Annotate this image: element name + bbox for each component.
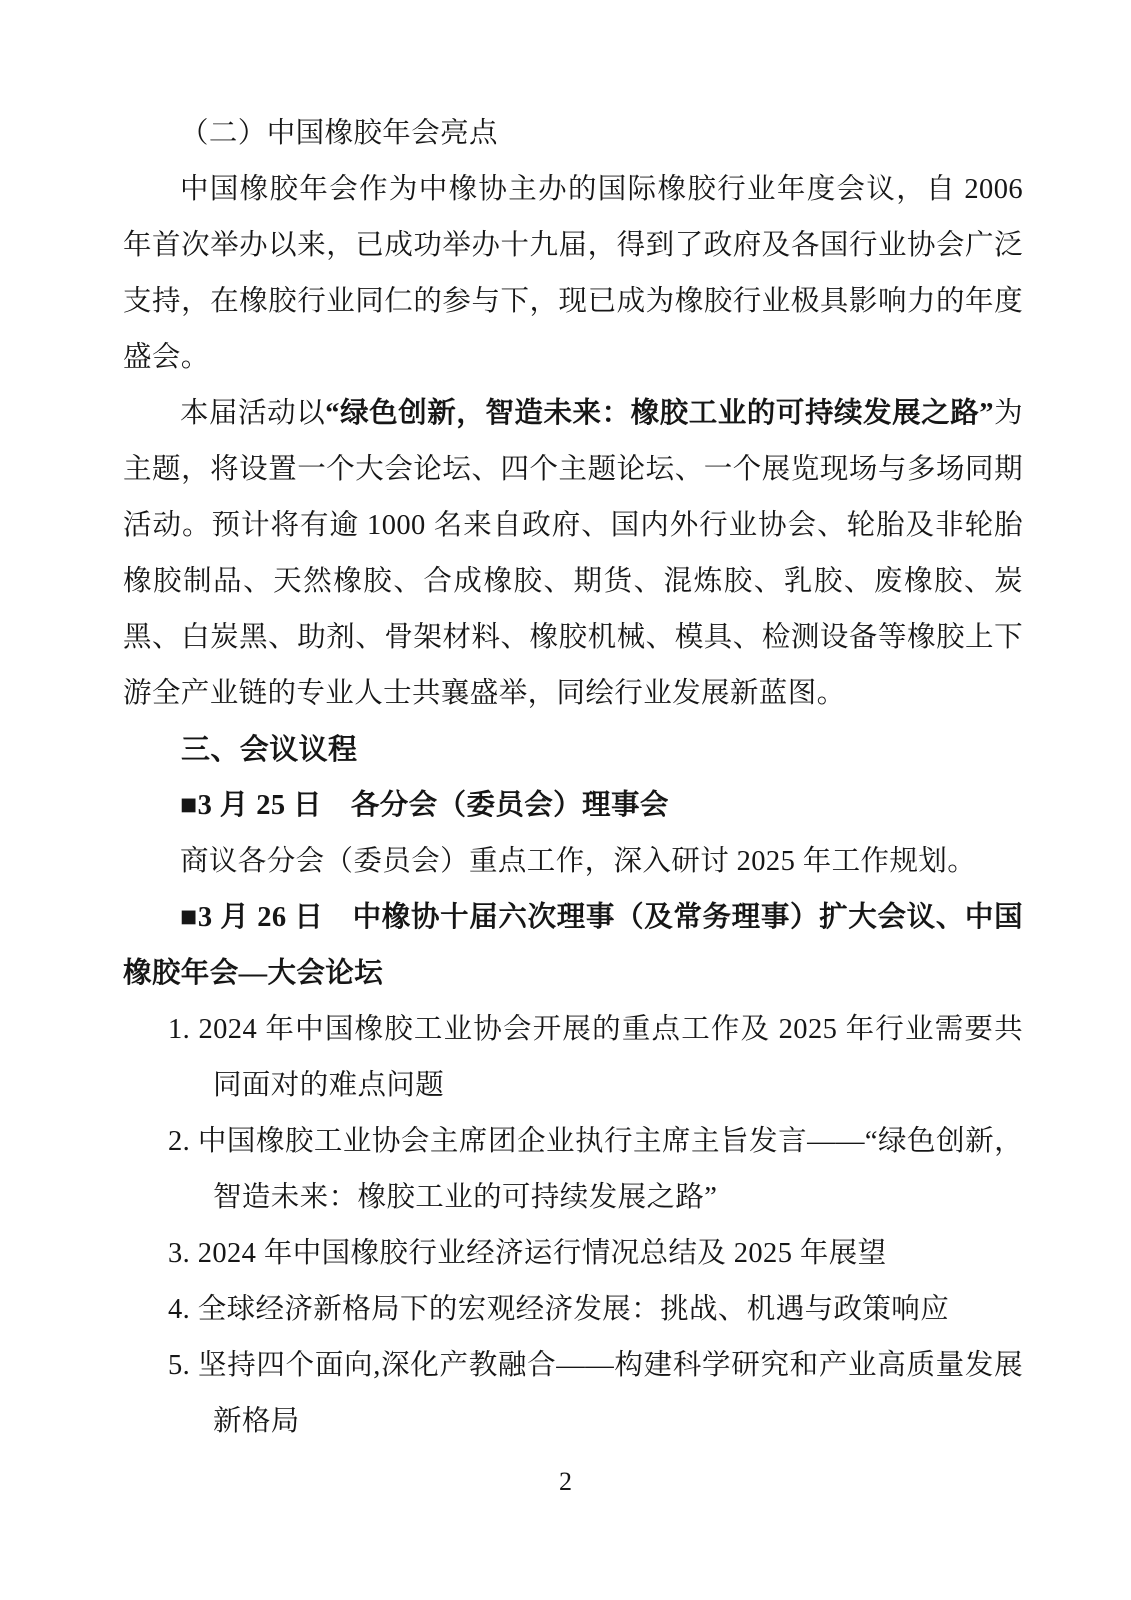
agenda-day1-heading: ■3 月 25 日 各分会（委员会）理事会 [180,790,669,821]
document-content [123,106,1023,1450]
intro-paragraph: 中国橡胶年会作为中橡协主办的国际橡胶行业年度会议，自 2006 年首次举办以来，已成功举办十九届，得到了政府及各国行业协会广泛支持，在橡胶行业同仁的参与下，现已成为橡胶行业极具影响力的年度盛会。 [123,174,1023,373]
agenda-day2-heading: ■3 月 26 日 中橡协十届六次理事（及常务理事）扩大会议、中国橡胶年会—大会论坛 [123,902,1023,989]
agenda-day1-description: 商议各分会（委员会）重点工作，深入研讨 2025 年工作规划。 [180,846,977,877]
theme-paragraph [123,386,1023,722]
theme-paragraph-prefix: 本届活动以 [180,398,326,429]
section2-heading: （二）中国橡胶年会亮点 [180,118,498,149]
theme-paragraph-rest: 为主题，将设置一个大会论坛、四个主题论坛、一个展览现场与多场同期活动。预计将有逾 1000 名来自政府、国内外行业协会、轮胎及非轮胎橡胶制品、天然橡胶、合成橡胶、期货、混炼胶、乳胶、废橡胶、炭黑、白炭黑、助剂、骨架材料、橡胶机械、模具、检测设备等橡胶上下游全产业链的专业人士共襄盛举，同绘行业发展新蓝图。 [123,398,1023,709]
theme-title-bold: “绿色创新，智造未来：橡胶工业的可持续发展之路” [325,398,994,429]
section3-heading: 三、会议议程 [181,734,358,766]
agenda-day2-item-list [123,1002,1023,1450]
agenda-item-5: 5. 坚持四个面向,深化产教融合——构建科学研究和产业高质量发展新格局 [168,1350,1023,1437]
agenda-item-2: 2. 中国橡胶工业协会主席团企业执行主席主旨发言——“绿色创新，智造未来：橡胶工业的可持续发展之路” [168,1126,1023,1213]
agenda-item-1: 1. 2024 年中国橡胶工业协会开展的重点工作及 2025 年行业需要共同面对的难点问题 [168,1014,1023,1101]
agenda-item-4: 4. 全球经济新格局下的宏观经济发展：挑战、机遇与政策响应 [168,1294,950,1325]
page-number: 2 [559,1467,572,1496]
agenda-item-3: 3. 2024 年中国橡胶行业经济运行情况总结及 2025 年展望 [168,1238,887,1269]
